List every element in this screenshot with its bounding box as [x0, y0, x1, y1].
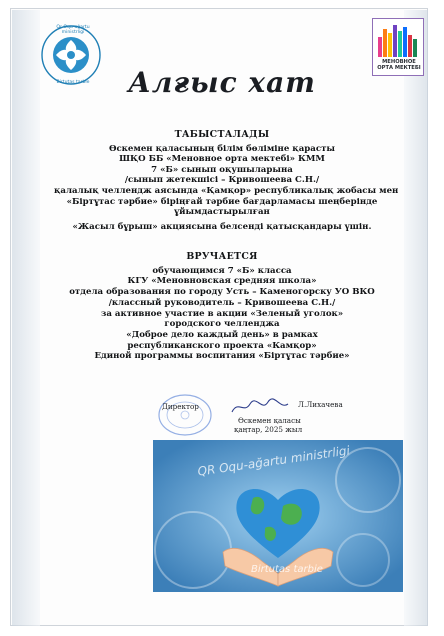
director-signature — [230, 398, 290, 416]
russian-line: за активное участие в акции «Зеленый уголок» — [100, 308, 344, 319]
emblem-top-text: QR Oqu-ağartu ministrligi — [196, 443, 351, 479]
school-logo-line-2: ОРТА МЕКТЕБІ — [377, 65, 421, 71]
kazakh-line: /сынып жетекшісі – Кривошеева С.Н./ — [124, 175, 320, 186]
school-logo-line-1: МЕНОВНОЕ — [382, 59, 416, 65]
kazakh-line: ұйымдастырылған — [174, 207, 270, 218]
kazakh-text-block — [54, 129, 399, 232]
russian-line: обучающимся 7 «Б» класса — [152, 265, 292, 276]
russian-line: КГУ «Меновновская средняя школа» — [127, 276, 317, 287]
school-logo-graphic — [377, 23, 419, 57]
russian-line: /классный руководитель – Кривошеева С.Н./ — [108, 297, 336, 308]
kazakh-line: «Біртұтас тәрбие» біріңғай тәрбие бағдарламасы шеңберінде — [66, 196, 378, 207]
kazakh-line: қалалық челлендж аясында «Қамқор» республикалық жобасы мен — [54, 185, 399, 196]
kazakh-line: Өскемен қаласының білім бөліміне қарасты — [108, 143, 336, 154]
director-label: Директор — [162, 402, 199, 411]
left-ornament-border — [12, 10, 40, 626]
emblem-bottom-text: Birtutas tarbie — [251, 564, 323, 575]
russian-line: Единой программы воспитания «Біртұтас тәрбие» — [94, 351, 350, 362]
issue-place: Өскемен қаласы — [238, 416, 301, 425]
kazakh-line: ШҚО ББ «Меновное орта мектебі» КММ — [119, 154, 325, 165]
russian-line: городского челленджа — [164, 319, 280, 330]
russian-line: «Доброе дело каждый день» в рамках — [126, 329, 318, 340]
ministry-logo-bottom-text: Birtutas tarbie — [56, 80, 90, 85]
russian-text-block — [54, 252, 390, 362]
right-ornament-border — [404, 10, 428, 626]
russian-line: отдела образования по городу Усть – Каменогорску УО ВКО — [69, 287, 375, 298]
russian-heading: ВРУЧАЕТСЯ — [186, 251, 258, 262]
kazakh-heading: ТАБЫСТАЛАДЫ — [174, 129, 270, 140]
kazakh-line: 7 «Б» сынып оқушыларына — [151, 164, 293, 175]
kazakh-line: «Жасыл бұрыш» акциясына белсенді қатысқандары үшін. — [72, 221, 372, 232]
official-stamp — [156, 392, 214, 438]
russian-line: республиканского проекта «Камқор» — [127, 340, 317, 351]
director-name: Л.Лихачева — [298, 400, 343, 409]
ministry-logo-top-text: Qr Oqu-ağartu ministrligi — [56, 25, 90, 35]
certificate-title: Алғыс хат — [128, 66, 316, 99]
heart-globe-emblem — [153, 440, 403, 592]
issue-date: қаңтар, 2025 жыл — [234, 425, 303, 434]
